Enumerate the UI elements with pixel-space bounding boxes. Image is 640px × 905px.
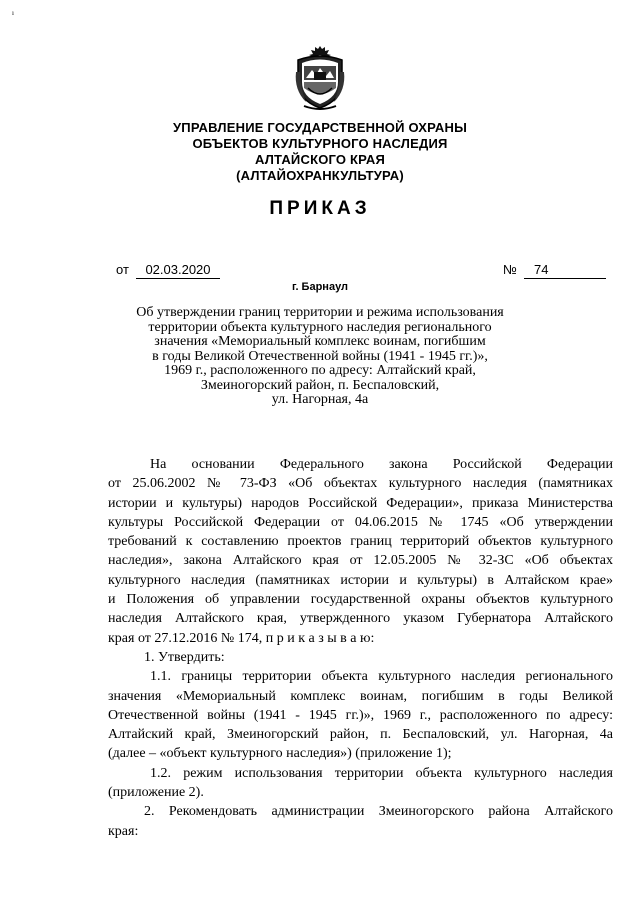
body-line: края: — [108, 823, 139, 839]
issuing-authority — [120, 120, 520, 184]
body-line: культуры Российской Федерации от 04.06.2015 № 1745 «Об утверждении — [108, 514, 613, 530]
number-label: № — [503, 262, 517, 277]
date-number-line — [108, 262, 608, 282]
body-line: 1.2. режим использования территории объекта культурного наследия — [150, 765, 613, 781]
subject-line: Змеиногорский район, п. Беспаловский, — [200, 377, 440, 393]
date-label: от — [116, 262, 129, 277]
body-line: значения «Мемориальный комплекс воинам, погибшим в годы Великой — [108, 688, 613, 704]
order-number: 74 — [524, 262, 606, 279]
subject-line: территории объекта культурного наследия регионального — [148, 319, 492, 335]
body-line: Отечественной войны (1941 - 1945 гг.)», 1969 г., расположенного по адресу: — [108, 707, 613, 723]
body-line: Алтайский край, Змеиногорский район, п. Беспаловский, ул. Нагорная, 4а — [108, 727, 613, 743]
body-line: 2. Рекомендовать администрации Змеиногорского района Алтайского — [144, 804, 613, 820]
body-line: наследия», закона Алтайского края от 12.05.2005 № 32-ЗС «Об объектах — [108, 553, 613, 569]
authority-line: АЛТАЙСКОГО КРАЯ — [254, 152, 386, 167]
subject-line: значения «Мемориальный комплекс воинам, погибшим — [154, 334, 486, 349]
body-line: наследия Алтайского края, утвержденного указом Губернатора Алтайского — [108, 611, 613, 627]
subject-line: Об утверждении границ территории и режима использования — [136, 305, 504, 320]
body-line: края от 27.12.2016 № 174, п р и к а з ы в а ю: — [108, 630, 375, 646]
coat-of-arms-emblem — [292, 42, 348, 112]
body-line: (приложение 2). — [108, 785, 204, 801]
body-line: культурного наследия (памятниках истории и культуры) в Алтайском крае» — [108, 572, 613, 588]
document-type-title: ПРИКАЗ — [269, 198, 371, 219]
body-line: от 25.06.2002 № 73-ФЗ «Об объектах культурного наследия (памятниках — [108, 476, 613, 492]
body-line: требований к составлению проектов границ территорий объектов культурного — [108, 534, 613, 550]
subject-line: в годы Великой Отечественной войны (1941 - 1945 гг.)», — [152, 348, 488, 364]
authority-line: УПРАВЛЕНИЕ ГОСУДАРСТВЕННОЙ ОХРАНЫ — [173, 120, 467, 135]
authority-line: (АЛТАЙОХРАНКУЛЬТУРА) — [236, 168, 404, 183]
authority-line: ОБЪЕКТОВ КУЛЬТУРНОГО НАСЛЕДИЯ — [192, 136, 448, 151]
body-line: истории и культуры) народов Российской Федерации», приказа Министерства — [108, 495, 613, 511]
body-line: и Положения об управлении государственной охраны объектов культурного — [108, 592, 613, 608]
subject-line: 1969 г., расположенного по адресу: Алтайский край, — [164, 363, 476, 378]
order-subject — [130, 306, 510, 408]
order-body — [108, 455, 613, 841]
order-date: 02.03.2020 — [136, 262, 220, 279]
body-line: 1.1. границы территории объекта культурного наследия регионального — [150, 669, 613, 685]
city-of-issue: г. Барнаул — [291, 281, 349, 293]
body-line: На основании Федерального закона Российской Федерации — [150, 457, 613, 472]
subject-line: ул. Нагорная, 4а — [271, 392, 369, 407]
body-line: (далее – «объект культурного наследия») (приложение 1); — [108, 746, 452, 762]
body-line: 1. Утвердить: — [144, 649, 225, 665]
scan-mark: ı — [12, 9, 14, 17]
